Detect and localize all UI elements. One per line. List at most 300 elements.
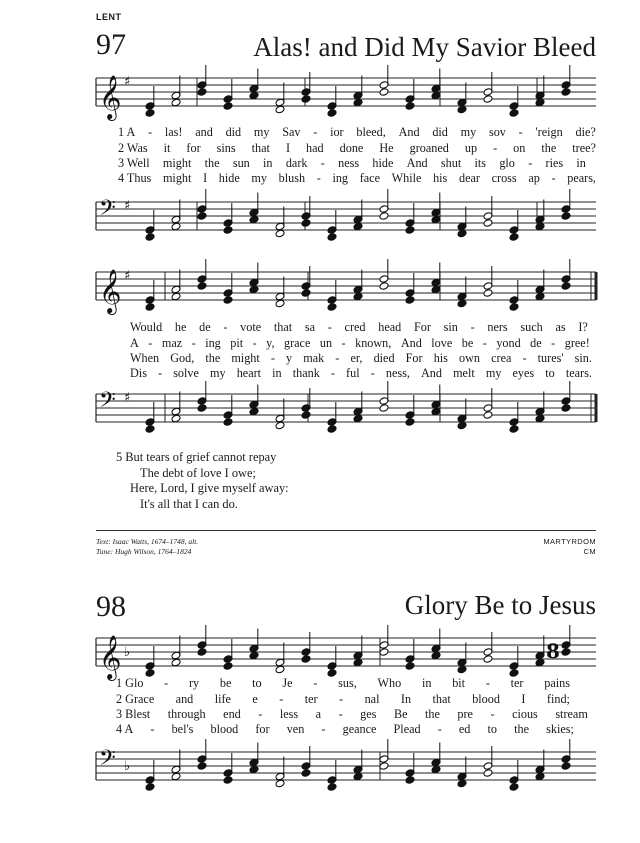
lyric-syllable: to <box>545 366 555 380</box>
notehead <box>431 407 441 416</box>
notehead <box>431 285 441 294</box>
lyric-syllable: ap <box>528 171 540 185</box>
syllable-hyphen: - <box>223 320 228 334</box>
sharp-icon: ♯ <box>124 198 131 214</box>
syllable-hyphen: - <box>528 156 533 170</box>
lyric-syllable: that <box>432 692 451 706</box>
notehead <box>171 222 181 231</box>
lyric-syllable: Would <box>130 320 163 334</box>
notehead <box>457 229 467 238</box>
lyric-syllable: its <box>474 156 487 170</box>
syllable-hyphen: - <box>164 676 169 690</box>
syllable-hyphen: - <box>158 366 163 380</box>
lyric-syllable: I <box>521 692 526 706</box>
lyric-syllable: ges <box>360 707 377 721</box>
lyric-syllable: crea <box>491 351 512 365</box>
notehead <box>223 102 233 111</box>
lyric-syllable: de <box>530 336 542 350</box>
notehead <box>405 662 415 671</box>
meter: CM <box>583 547 596 556</box>
notehead <box>457 105 467 114</box>
notehead <box>275 229 285 238</box>
lyric-syllable: geance <box>342 722 377 736</box>
lyric-syllable: gree! <box>564 336 590 350</box>
notehead <box>171 772 181 781</box>
notehead <box>405 776 415 785</box>
lyric-syllable: blood <box>210 722 239 736</box>
lyric-syllable: hide <box>372 156 394 170</box>
notehead <box>197 212 207 221</box>
lyric-syllable: bel's <box>171 722 194 736</box>
notehead <box>509 109 519 118</box>
lyric-syllable: sin <box>443 320 458 334</box>
notehead <box>379 404 389 413</box>
lyric-syllable: las! <box>164 125 183 139</box>
lyric-syllable: ness, <box>385 366 410 380</box>
notehead <box>353 658 363 667</box>
bass-staff <box>0 744 640 794</box>
lyric-syllable: For <box>405 351 423 365</box>
lyric-syllable: un <box>319 336 333 350</box>
notehead <box>275 105 285 114</box>
lyric-syllable: yond <box>496 336 521 350</box>
lyric-syllable: melt <box>453 366 475 380</box>
lyric-syllable: e <box>252 692 258 706</box>
notehead <box>379 88 389 97</box>
lyric-syllable: as <box>555 320 566 334</box>
lyric-syllable: y, <box>266 336 275 350</box>
lyric-syllable: he <box>174 320 187 334</box>
lyric-syllable: 2 Was <box>118 141 148 155</box>
lyric-syllable: 3 Blest <box>116 707 151 721</box>
lyric-syllable: groaned <box>409 141 449 155</box>
notehead <box>431 765 441 774</box>
lyric-syllable: ing <box>205 336 221 350</box>
lyric-syllable: the <box>514 722 529 736</box>
lyric-syllable: in <box>576 156 586 170</box>
lyric-syllable: I <box>285 141 290 155</box>
notehead <box>379 212 389 221</box>
lyric-syllable: that <box>273 320 293 334</box>
notehead <box>171 658 181 667</box>
notehead <box>249 285 259 294</box>
syllable-hyphen: - <box>338 707 343 721</box>
lyric-syllable: Who <box>377 676 402 690</box>
lyric-syllable: love <box>431 336 453 350</box>
flat-icon: ♭ <box>124 759 131 774</box>
notehead <box>145 109 155 118</box>
lyric-syllable: sin. <box>574 351 592 365</box>
lyric-syllable: through <box>167 707 206 721</box>
lyric-syllable: And <box>406 156 428 170</box>
lyric-syllable: sa <box>304 320 316 334</box>
notehead <box>431 215 441 224</box>
lyric-syllable: 'reign <box>535 125 563 139</box>
lyric-syllable: And <box>398 125 420 139</box>
lyric-syllable: er, <box>350 351 363 365</box>
notehead <box>457 665 467 674</box>
notehead <box>301 289 311 298</box>
lyric-syllable: tures' <box>537 351 564 365</box>
stanza-5 <box>116 450 289 512</box>
notehead <box>197 762 207 771</box>
notehead <box>301 219 311 228</box>
notehead <box>535 292 545 301</box>
lyric-syllable: While <box>391 171 422 185</box>
syllable-hyphen: - <box>485 676 490 690</box>
lyric-syllable: cross <box>491 171 517 185</box>
notehead <box>457 421 467 430</box>
sharp-icon: ♯ <box>124 268 131 284</box>
bass-clef-icon: 𝄢 <box>99 196 116 226</box>
lyric-syllable: Be <box>393 707 408 721</box>
lyric-syllable: ter <box>304 692 318 706</box>
notehead <box>249 91 259 100</box>
notehead <box>197 648 207 657</box>
syllable-hyphen: - <box>313 676 318 690</box>
lyric-syllable: bit <box>452 676 466 690</box>
lyric-syllable: head <box>378 320 402 334</box>
lyric-syllable: be <box>461 336 474 350</box>
treble-clef-icon: 𝄞 <box>99 269 122 313</box>
time-signature: 8 <box>546 639 560 663</box>
syllable-hyphen: - <box>493 141 498 155</box>
stanza-line: Here, Lord, I give myself away: <box>130 481 289 496</box>
notehead <box>223 296 233 305</box>
notehead <box>301 769 311 778</box>
lyric-syllable: his <box>433 171 448 185</box>
lyric-syllable: ries <box>545 156 564 170</box>
lyric-syllable: For <box>413 320 431 334</box>
syllable-hyphen: - <box>258 707 263 721</box>
notehead <box>561 404 571 413</box>
bass-staff <box>0 194 640 244</box>
lyric-syllable: sun <box>232 156 250 170</box>
lyric-syllable: pears, <box>567 171 596 185</box>
notehead <box>509 425 519 434</box>
tune-name: MARTYRDOM <box>543 537 596 546</box>
lyric-line <box>118 125 596 140</box>
syllable-hyphen: - <box>482 336 487 350</box>
lyric-syllable: face <box>359 171 380 185</box>
lyric-syllable: to <box>252 676 262 690</box>
syllable-hyphen: - <box>522 351 527 365</box>
lyric-syllable: it <box>163 141 171 155</box>
notehead <box>249 765 259 774</box>
lyric-syllable: that <box>251 141 270 155</box>
lyric-syllable: my <box>485 366 502 380</box>
lyric-syllable: ry <box>188 676 200 690</box>
lyric-syllable: and <box>195 125 213 139</box>
notehead <box>171 98 181 107</box>
notehead <box>405 102 415 111</box>
lyric-syllable: 4 A <box>116 722 134 736</box>
lyric-syllable: In <box>400 692 412 706</box>
lyric-syllable: ven <box>286 722 305 736</box>
notehead <box>509 233 519 242</box>
notehead <box>327 783 337 792</box>
lyric-syllable: bleed, <box>356 125 386 139</box>
lyric-syllable: maz <box>161 336 183 350</box>
notehead <box>483 95 493 104</box>
syllable-hyphen: - <box>330 366 335 380</box>
lyric-syllable: Plead <box>393 722 421 736</box>
syllable-hyphen: - <box>335 351 340 365</box>
lyric-syllable: pit <box>230 336 244 350</box>
hymn-number: 97 <box>96 28 126 61</box>
syllable-hyphen: - <box>518 125 523 139</box>
notehead <box>301 655 311 664</box>
lyric-syllable: And <box>400 336 422 350</box>
lyric-syllable: eyes <box>512 366 535 380</box>
lyric-line <box>130 351 592 366</box>
bass-clef-icon: 𝄢 <box>99 746 116 776</box>
notehead <box>275 299 285 308</box>
notehead <box>483 219 493 228</box>
notehead <box>197 88 207 97</box>
lyric-syllable: ners <box>487 320 508 334</box>
lyric-syllable: Sav <box>282 125 301 139</box>
notehead <box>561 762 571 771</box>
syllable-hyphen: - <box>320 156 325 170</box>
lyric-syllable: pre <box>457 707 473 721</box>
lyric-syllable: such <box>520 320 543 334</box>
lyric-syllable: vote <box>240 320 262 334</box>
notehead <box>483 655 493 664</box>
lyric-syllable: and <box>175 692 194 706</box>
syllable-hyphen: - <box>313 125 318 139</box>
lyric-syllable: ful <box>346 366 360 380</box>
notehead <box>197 404 207 413</box>
lyric-syllable: the <box>205 351 221 365</box>
lyric-syllable: for <box>255 722 270 736</box>
lyric-syllable: might <box>231 351 260 365</box>
lyric-syllable: in <box>263 156 273 170</box>
treble-staff <box>0 70 640 120</box>
notehead <box>223 226 233 235</box>
lyric-syllable: died <box>373 351 395 365</box>
notehead <box>223 418 233 427</box>
syllable-hyphen: - <box>490 707 495 721</box>
notehead <box>405 226 415 235</box>
sharp-icon: ♯ <box>124 390 131 406</box>
notehead <box>327 425 337 434</box>
lyric-syllable: my <box>251 171 267 185</box>
notehead <box>535 414 545 423</box>
lyric-syllable: the <box>204 156 220 170</box>
lyric-syllable: less <box>279 707 299 721</box>
lyric-syllable: God, <box>170 351 195 365</box>
lyric-syllable: stream <box>555 707 588 721</box>
lyric-syllable: 1 A <box>118 125 136 139</box>
lyric-syllable: 4 Thus <box>118 171 152 185</box>
lyric-syllable: blood <box>472 692 500 706</box>
lyric-line <box>118 171 596 186</box>
notehead <box>249 407 259 416</box>
lyric-syllable: pains <box>544 676 570 690</box>
lyric-syllable: Je <box>282 676 293 690</box>
lyric-syllable: did <box>432 125 448 139</box>
lyric-syllable: known, <box>355 336 392 350</box>
syllable-hyphen: - <box>148 125 153 139</box>
lyric-syllable: the <box>541 141 557 155</box>
notehead <box>405 418 415 427</box>
notehead <box>379 282 389 291</box>
notehead <box>535 772 545 781</box>
lyric-line <box>130 336 590 351</box>
lyric-syllable: die? <box>575 125 596 139</box>
notehead <box>327 303 337 312</box>
lyric-line <box>118 156 586 171</box>
lyric-syllable: be <box>219 676 232 690</box>
notehead <box>223 662 233 671</box>
notehead <box>301 411 311 420</box>
lyric-syllable: A <box>130 336 139 350</box>
notehead <box>561 282 571 291</box>
syllable-hyphen: - <box>191 336 196 350</box>
lyric-syllable: tears. <box>565 366 592 380</box>
syllable-hyphen: - <box>370 366 375 380</box>
treble-clef-icon: 𝄞 <box>99 635 122 679</box>
lyric-syllable: in <box>272 366 282 380</box>
notehead <box>249 215 259 224</box>
lyric-syllable: And <box>420 366 442 380</box>
lyric-syllable: de <box>199 320 211 334</box>
lyric-line <box>118 141 596 156</box>
lyric-syllable: cious <box>512 707 538 721</box>
lyric-syllable: had <box>306 141 324 155</box>
lyric-line <box>130 366 592 381</box>
lyric-syllable: might <box>162 171 192 185</box>
lyric-syllable: mak <box>303 351 325 365</box>
syllable-hyphen: - <box>321 722 326 736</box>
syllable-hyphen: - <box>551 336 556 350</box>
lyric-syllable: 1 Glo <box>116 676 144 690</box>
treble-staff <box>0 630 640 680</box>
flat-icon: ♭ <box>124 645 131 660</box>
lyric-syllable: nal <box>364 692 380 706</box>
lyric-syllable: his <box>433 351 448 365</box>
notehead <box>483 769 493 778</box>
hymn-title: Glory Be to Jesus <box>404 590 596 620</box>
lyric-syllable: life <box>214 692 231 706</box>
notehead <box>301 95 311 104</box>
notehead <box>275 665 285 674</box>
notehead <box>353 98 363 107</box>
lyric-line <box>130 320 588 335</box>
notehead <box>457 299 467 308</box>
notehead <box>197 282 207 291</box>
divider <box>96 530 596 531</box>
lyric-syllable: up <box>464 141 478 155</box>
lyric-syllable: done <box>339 141 364 155</box>
text-credit: Text: Isaac Watts, 1674–1748, alt. <box>96 537 199 546</box>
notehead <box>353 292 363 301</box>
lyric-syllable: y <box>286 351 293 365</box>
syllable-hyphen: - <box>470 320 475 334</box>
lyric-syllable: a <box>315 707 322 721</box>
notehead <box>249 651 259 660</box>
notehead <box>145 783 155 792</box>
lyric-syllable: end <box>223 707 241 721</box>
notehead <box>561 212 571 221</box>
lyric-line <box>116 722 574 737</box>
notehead <box>145 233 155 242</box>
syllable-hyphen: - <box>316 171 321 185</box>
stanza-line: 5 But tears of grief cannot repay <box>116 450 277 464</box>
lyric-syllable: He <box>379 141 394 155</box>
notehead <box>457 779 467 788</box>
syllable-hyphen: - <box>551 171 556 185</box>
notehead <box>561 88 571 97</box>
sharp-icon: ♯ <box>124 74 131 90</box>
lyric-syllable: I? <box>578 320 588 334</box>
lyric-syllable: solve <box>173 366 199 380</box>
lyric-syllable: cred <box>344 320 366 334</box>
lyric-syllable: find; <box>546 692 570 706</box>
lyric-syllable: ed <box>458 722 471 736</box>
lyric-syllable: the <box>425 707 440 721</box>
hymn-number: 98 <box>96 590 126 623</box>
notehead <box>353 772 363 781</box>
notehead <box>483 289 493 298</box>
lyric-syllable: When <box>130 351 160 365</box>
notehead <box>509 783 519 792</box>
lyric-syllable: ter <box>510 676 524 690</box>
syllable-hyphen: - <box>148 336 153 350</box>
syllable-hyphen: - <box>339 692 344 706</box>
lyric-line <box>116 692 570 707</box>
lyric-syllable: 2 Grace <box>116 692 155 706</box>
notehead <box>275 421 285 430</box>
notehead <box>353 222 363 231</box>
notehead <box>171 292 181 301</box>
syllable-hyphen: - <box>279 692 284 706</box>
lyric-syllable: own <box>459 351 481 365</box>
lyric-syllable: hide <box>218 171 240 185</box>
stanza-line: It's all that I can do. <box>140 496 238 511</box>
notehead <box>223 776 233 785</box>
lyric-syllable: on <box>513 141 526 155</box>
lyric-syllable: might <box>162 156 192 170</box>
syllable-hyphen: - <box>327 320 332 334</box>
lyric-syllable: heart <box>236 366 262 380</box>
notehead <box>379 762 389 771</box>
notehead <box>431 91 441 100</box>
lyric-syllable: blush <box>278 171 306 185</box>
lyric-syllable: Dis <box>130 366 147 380</box>
notehead <box>327 109 337 118</box>
notehead <box>171 414 181 423</box>
lyric-line <box>116 707 588 722</box>
tune-credit: Tune: Hugh Wilson, 1764–1824 <box>96 547 192 556</box>
lyric-syllable: I <box>203 171 208 185</box>
lyric-syllable: sus, <box>338 676 357 690</box>
notehead <box>431 651 441 660</box>
lyric-syllable: my <box>253 125 270 139</box>
hymn-title: Alas! and Did My Savior Bleed <box>253 32 596 62</box>
notehead <box>379 648 389 657</box>
notehead <box>535 658 545 667</box>
lyric-syllable: dark <box>285 156 308 170</box>
lyric-syllable: shut <box>440 156 462 170</box>
notehead <box>275 779 285 788</box>
lyric-syllable: glo <box>499 156 515 170</box>
lyric-syllable: 3 Well <box>118 156 150 170</box>
notehead <box>561 648 571 657</box>
lyric-syllable: to <box>487 722 497 736</box>
bass-clef-icon: 𝄢 <box>99 388 116 418</box>
